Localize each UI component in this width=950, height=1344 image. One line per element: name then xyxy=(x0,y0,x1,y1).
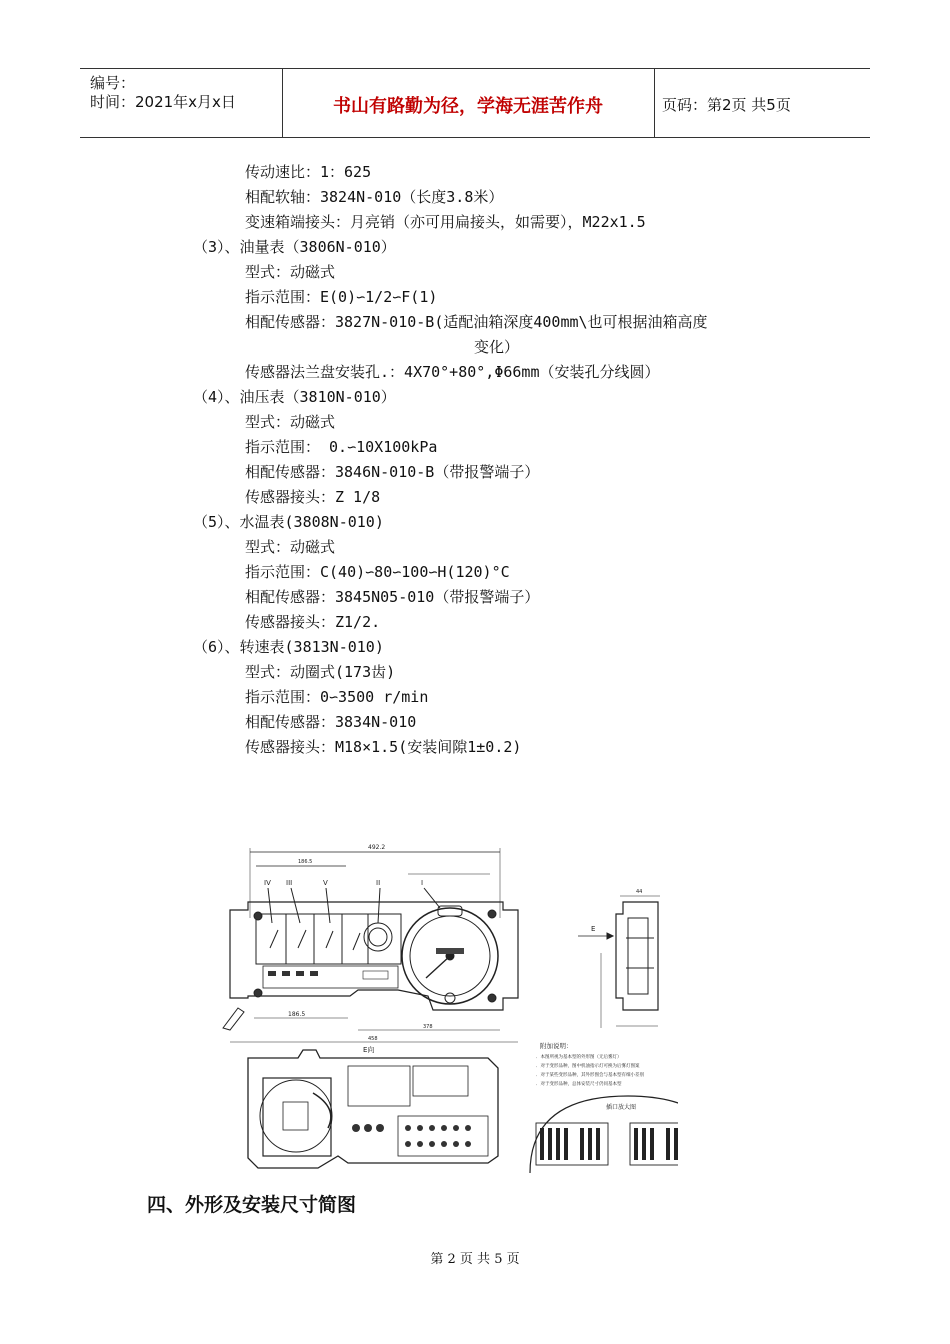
spec-line: 型式：动磁式 xyxy=(245,413,336,431)
header-left-cell xyxy=(80,69,283,137)
note-title: 附加说明： xyxy=(540,1042,573,1050)
spec-line: 指示范围：E(0)∽1/2∽F(1) xyxy=(245,288,438,306)
note-line: ．本图所视为基本型的外形图（无后雾灯） xyxy=(536,1055,622,1060)
header-center-cell xyxy=(282,69,655,137)
spec-line: 相配传感器：3834N-010 xyxy=(245,713,417,731)
header-right-cell xyxy=(654,69,870,137)
spec-line: 传感器接头：M18×1.5(安装间隙1±0.2) xyxy=(245,738,522,756)
roman-label: V xyxy=(323,879,328,887)
roman-label: II xyxy=(376,879,381,887)
arrow-label: E xyxy=(591,925,596,933)
dim-top: 492.2 xyxy=(368,844,386,851)
spec-line: 指示范围：C(40)∽80∽100∽H(120)°C xyxy=(245,563,510,581)
motto: 书山有路勤为径，学海无涯苦作舟 xyxy=(333,96,603,117)
section-title: 四、外形及安装尺寸简图 xyxy=(147,1194,357,1216)
dim-bottom-right: 378 xyxy=(423,1024,433,1030)
number-label: 编号： xyxy=(90,74,136,92)
spec-line: 相配软轴：3824N-010（长度3.8米） xyxy=(245,188,504,206)
roman-label: IV xyxy=(264,879,271,887)
spec-line: 指示范围： 0.∽10X100kPa xyxy=(245,438,438,456)
spec-line: 传感器接头：Z 1/8 xyxy=(245,488,381,506)
spec-line: 传感器接头：Z1/2. xyxy=(245,613,381,631)
page-footer: 第 2 页 共 5 页 xyxy=(430,1252,520,1267)
dim-bottom-left: 186.5 xyxy=(288,1011,306,1018)
spec-line: 变化） xyxy=(474,338,520,356)
spec-line: 传感器法兰盘安装孔.：4X70°+80°,Φ66mm（安装孔分线圆） xyxy=(245,363,660,381)
dim-side: 44 xyxy=(636,889,643,895)
dim-bottom-total: 458 xyxy=(368,1036,378,1042)
spec-line: 相配传感器：3845N05-010（带报警端子） xyxy=(245,588,540,606)
spec-line: 指示范围：0∽3500 r/min xyxy=(245,688,429,706)
section-heading: （5）、水温表(3808N-010) xyxy=(193,513,384,531)
page-header xyxy=(80,68,870,138)
spec-line: 相配传感器：3846N-010-B（带报警端子） xyxy=(245,463,540,481)
note-line: ．对于变形品种，总体安装尺寸仍同基本型 xyxy=(536,1082,622,1087)
view-label: E向 xyxy=(363,1046,375,1054)
plug-label: 插口放大图 xyxy=(606,1104,637,1111)
section-heading: （3）、油量表（3806N-010） xyxy=(193,238,396,256)
note-line: ．对于变形品种，图中机油指示灯可换为后雾灯图案 xyxy=(536,1064,640,1069)
roman-label: III xyxy=(286,879,293,887)
date-label: 时间：2021年x月x日 xyxy=(90,93,236,111)
section-heading: （4）、油压表（3810N-010） xyxy=(193,388,396,406)
spec-line: 传动速比：1：625 xyxy=(245,163,372,181)
spec-line: 相配传感器：3827N-010-B(适配油箱深度400mm\也可根据油箱高度 xyxy=(245,313,708,331)
spec-line: 变速箱端接头：月亮销（亦可用扁接头，如需要），M22x1.5 xyxy=(245,213,646,231)
instrument-cluster-drawing xyxy=(218,838,678,1178)
spec-line: 型式：动磁式 xyxy=(245,263,336,281)
section-heading: （6）、转速表(3813N-010) xyxy=(193,638,384,656)
page-label: 页码：第2页 共5页 xyxy=(662,96,791,114)
note-line: ．对于某些变形品种，其外形图会与基本型有细小差别 xyxy=(536,1073,644,1078)
spec-line: 型式：动圈式(173齿) xyxy=(245,663,396,681)
roman-label: I xyxy=(421,879,424,887)
dim-sub: 186.5 xyxy=(298,859,313,865)
spec-line: 型式：动磁式 xyxy=(245,538,336,556)
